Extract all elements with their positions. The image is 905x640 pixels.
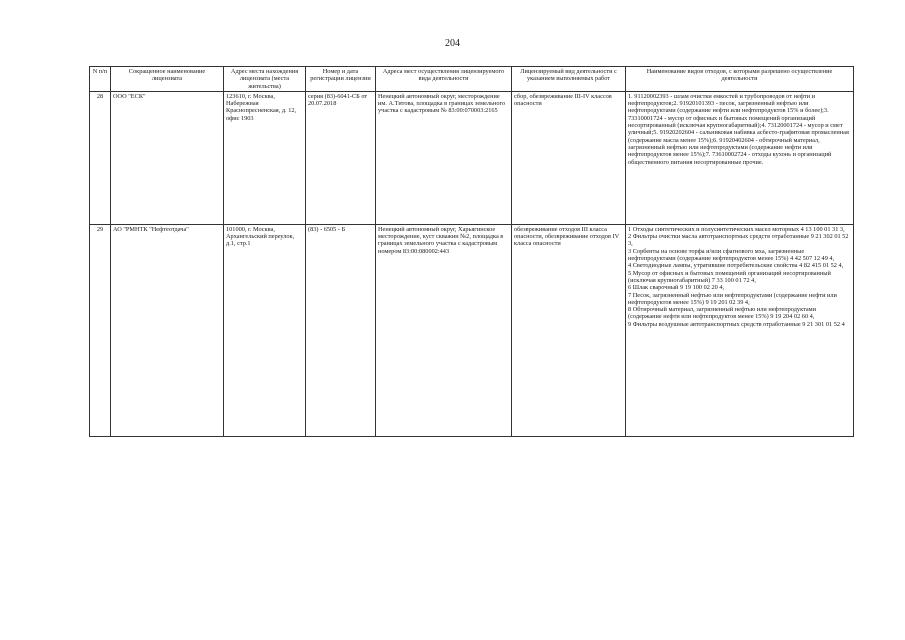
waste-item: 2 Фильтры очистки масла автотранспортных средств отработанные 9 21 302 01 52 3,	[628, 233, 849, 248]
license-registry-table	[89, 66, 854, 437]
header-license-number-date: Номер и дата регистрации лицензии	[306, 67, 376, 92]
header-licensee-address: Адрес места нахождения лицензиата (места жительства)	[224, 67, 306, 92]
header-waste-types: Наименование видов отходов, с которыми разрешено осуществление деятельности	[626, 67, 854, 92]
waste-item: 1 Отходы синтетических и полусинтетических масел моторных 4 13 100 01 31 3,	[628, 225, 845, 233]
waste-types	[626, 224, 854, 436]
table-row	[90, 224, 854, 436]
header-licensee-name: Сокращенное наименование лицензиата	[111, 67, 224, 92]
page-number: 204	[445, 38, 460, 49]
waste-item: 9 Фильтры воздушные автотранспортных средств отработанные 9 21 301 01 52 4	[628, 320, 845, 328]
licensee-name: АО "РМНТК "Нефтеотдача"	[111, 224, 224, 436]
licensee-name: ООО "ЕСК"	[111, 91, 224, 224]
table-header-row	[90, 67, 854, 92]
activity-places: Ненецкий автономный округ, месторождение им. А.Титова, площадка в границах земельного участка с кадастровым № 83:00:070003:2165	[376, 91, 512, 224]
licensee-address: 101000, г. Москва, Архангельский переулок, д.1, стр.1	[224, 224, 306, 436]
table-row	[90, 91, 854, 224]
waste-item: 6 Шлак сварочный 9 19 100 02 20 4,	[628, 284, 725, 292]
row-number: 29	[90, 224, 111, 436]
row-number: 28	[90, 91, 111, 224]
license-number-date: серия (83)-6041-СБ от 20.07.2018	[306, 91, 376, 224]
licensed-activity: обезвреживание отходов III класса опасности, обезвреживание отходов IV класса опасности	[512, 224, 626, 436]
header-licensed-activity: Лицензируемый вид деятельности с указанием выполняемых работ	[512, 67, 626, 92]
licensed-activity: сбор, обезвреживание III-IV классов опасности	[512, 91, 626, 224]
waste-item: 3 Сорбенты на основе торфа и/или сфагнового мха, загрязненные нефтепродуктами (содержание нефтепродуктов менее 15%) 4 42 507 12 49 4,	[628, 247, 835, 263]
license-number-date: (83) - 6505 - Б	[306, 224, 376, 436]
waste-item: 5 Мусор от офисных и бытовых помещений организаций несортированный (исключая крупногабаритный) 7 33 100 01 72 4,	[628, 269, 831, 284]
header-activity-places: Адреса мест осуществления лицензируемого вида деятельности	[376, 67, 512, 92]
licensee-address: 123610, г. Москва, Набережная Краснопресненская, д. 12, офис 1903	[224, 91, 306, 224]
waste-item: 7 Песок, загрязненный нефтью или нефтепродуктами (содержание нефти или нефтепродуктов менее 15%) 9 19 201 02 39 4,	[628, 291, 837, 306]
waste-types: 1. 91120002393 - шлам очистки емкостей и трубопроводов от нефти и нефтепродуктов;2. 91920101393 - песок, загрязненный нефтью или нефтепродуктами (содержание нефти или нефтепродуктов 15% и более);3. 73310001724 - мусор от офисных и бытовых помещений организаций несортированный (исключая крупногабаритный);4. 73120001724 - мусор и смет уличный;5. 91920202604 - сальниковая набивка асбесто-графитовая промасленная (содержание масла менее 15%);6. 91920402604 - обтирочный материал, загрязненный нефтью или нефтепродуктами (содержание нефти или нефтепродуктов менее 15%);7. 73610002724 - отходы кухонь и организаций общественного питания несортированные прочие.	[626, 91, 854, 224]
activity-places: Ненецкий автономный округ, Харьягинское месторождение, куст скважин №2, площадка в границах земельного участка с кадастровым номером 83:00:080002:443	[376, 224, 512, 436]
waste-item: 8 Обтирочный материал, загрязненный нефтью или нефтепродуктами (содержание нефти или нефтепродуктов менее 15%) 9 19 204 02 60 4,	[628, 306, 817, 321]
waste-item: 4 Светодиодные лампы, утратившие потребительские свойства 4 82 415 01 52 4,	[628, 262, 844, 270]
header-number: N п/п	[90, 67, 111, 92]
